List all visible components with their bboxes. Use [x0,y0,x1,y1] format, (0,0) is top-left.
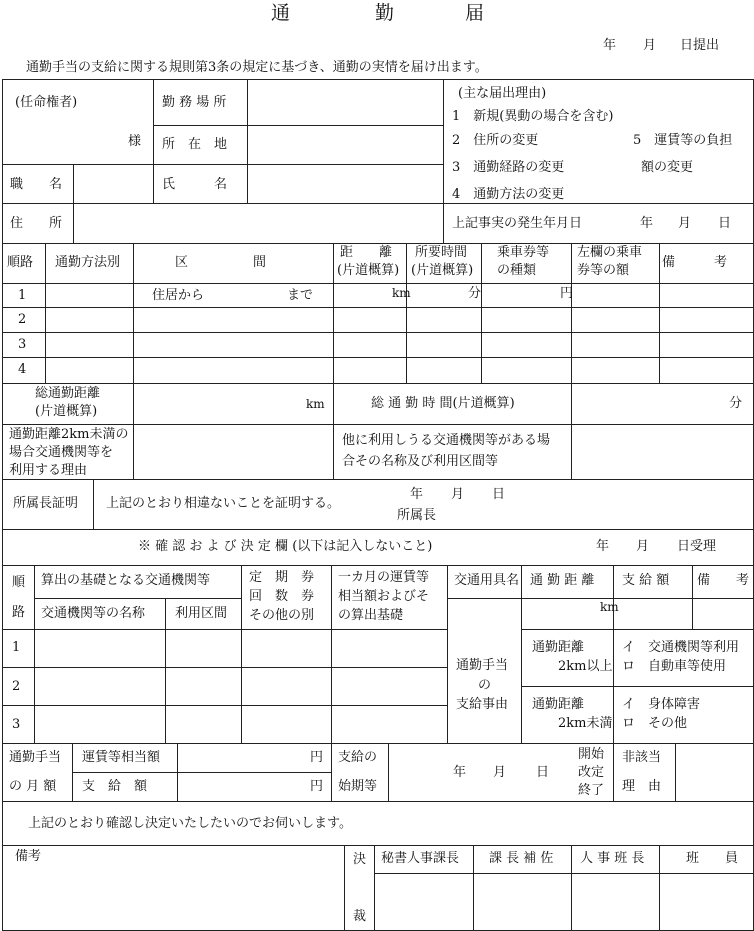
fare-equiv-yen: 円 [310,750,324,765]
commute-km-unit: km [600,600,619,614]
route-row-num-4: 4 [18,362,27,377]
reason-5: 5 運賃等の負担 [633,133,733,148]
occurrence-label: 上記事実の発生年月日 [452,216,583,231]
approver-deputy-chief: 課 長 補 佐 [489,851,554,866]
sama-label: 様 [128,134,142,149]
certification-month: 月 [451,487,465,502]
approver-staff: 班 員 [686,851,739,866]
pass-type-1: 定 期 券 [249,570,315,585]
route-section-header: 区 間 [175,255,267,270]
location-label: 所 在 地 [162,137,228,152]
change-start: 開始 [578,747,605,762]
received-day-label: 日受理 [677,539,717,554]
pay-yen: 円 [310,779,324,794]
occurrence-day: 日 [718,216,732,231]
vehicle-label: 交通用具名 [454,573,520,588]
approver-personnel-chief: 秘書人事課長 [381,851,460,866]
route-row-num-1: 1 [18,288,27,303]
dist-under-label-2: 2km未満 [558,716,613,731]
route-time-header-1: 所要時間 [415,245,468,260]
form-title-3: 届 [465,2,485,24]
reason-2: 2 住所の変更 [452,133,539,148]
nonapplicable-2: 理 由 [622,779,662,794]
pay-label: 支 給 額 [82,779,148,794]
used-section-label: 利用区間 [175,606,228,621]
confirm-order-1: 順 [12,575,26,590]
certification-text: 上記のとおり相違ないことを証明する。 [106,496,341,511]
decision-label-2: 裁 [353,909,367,924]
workplace-label: 勤 務 場 所 [162,95,227,110]
received-year: 年 [596,539,610,554]
route-ticket-header-2: の種類 [497,263,537,278]
agency-name-label: 交通機関等の名称 [41,606,146,621]
job-title-label: 職 名 [10,177,63,192]
pass-type-3: その他の別 [249,608,315,623]
received-month: 月 [636,539,650,554]
dist-under-label-1: 通勤距離 [532,697,585,712]
route-distance-header-1: 距 離 [340,245,393,260]
monthly-fare-1: 一カ月の運賃等 [338,570,430,585]
route-method-header: 通勤方法別 [55,255,121,270]
commute-distance-label: 通 勤 距 離 [530,573,595,588]
occurrence-year: 年 [640,216,654,231]
short-distance-reason-3: 利用する理由 [9,463,88,478]
dist-over-label-1: 通勤距離 [532,640,585,655]
footer-remarks-label: 備考 [15,849,42,864]
confirm-row-num-1: 1 [12,640,21,655]
pay-amount-label: 支 給 額 [622,573,670,588]
pay-reason-2: の [478,678,492,693]
submit-month: 月 [643,38,657,53]
start-day: 日 [536,765,550,780]
appointer-label: (任命権者) [15,95,78,110]
nonapplicable-1: 非該当 [622,750,662,765]
confirm-row-num-3: 3 [12,717,21,732]
start-month: 月 [493,765,507,780]
form-title-1: 通 [271,2,291,24]
route-order-header: 順路 [7,255,34,270]
route-row-num-3: 3 [18,337,27,352]
change-end: 終了 [578,783,605,798]
reason-4: 4 通勤方法の変更 [452,187,565,202]
total-time-label: 総 通 勤 時 間(片道概算) [371,396,515,411]
route-distance-header-2: (片道概算) [337,263,400,278]
total-distance-label-2: (片道概算) [35,404,98,419]
chief-label: 所属長 [397,508,437,523]
certification-day: 日 [492,487,506,502]
route-ticket-header-1: 乗車券等 [497,245,550,260]
reason-3: 3 通勤経路の変更 [452,160,565,175]
total-min-unit: 分 [729,396,743,411]
form-title-2: 勤 [375,2,395,24]
start-year: 年 [453,765,467,780]
pay-reason-1: 通勤手当 [456,658,509,673]
monthly-label-1: 通勤手当 [9,750,62,765]
decision-label-1: 決 [353,852,367,867]
basis-label: 算出の基礎となる交通機関等 [41,573,211,588]
total-km-unit: km [306,397,325,411]
dist-over-label-2: 2km以上 [558,659,613,674]
submit-day: 日提出 [680,38,720,53]
route-remarks-header: 備 考 [662,255,728,270]
confirm-order-2: 路 [12,605,26,620]
other-transport-label-1: 他に利用しうる交通機関等がある場 [342,433,551,448]
other-transport-label-2: 合その名称及び利用区間等 [342,454,499,469]
reason-5-cont: 額の変更 [641,160,694,175]
address-label: 住 所 [10,216,63,231]
pay-reason-3: 支給事由 [456,697,509,712]
occurrence-month: 月 [678,216,692,231]
route-min-unit: 分 [468,286,482,301]
monthly-fare-2: 相当額およびそ [338,589,430,604]
monthly-label-2: の 月 額 [9,779,57,794]
fare-equiv-label: 運賃等相当額 [82,750,161,765]
pass-type-2: 回 数 券 [249,589,315,604]
option-car-use: ロ 自動車等使用 [622,659,727,674]
reasons-title: (主な届出理由) [458,86,547,101]
approver-team-leader: 人 事 班 長 [580,851,645,866]
confirm-row-num-2: 2 [12,679,21,694]
closing-text: 上記のとおり確認し決定いたしたいのでお伺いします。 [28,816,352,831]
route-yen-unit: 円 [560,286,574,301]
short-distance-reason-2: 場合交通機関等を [9,445,114,460]
start-label-1: 支給の [338,750,378,765]
route-from-label: 住居から [152,288,205,303]
route-km-unit: km [392,286,411,300]
name-label: 氏 名 [162,177,228,192]
route-row-num-2: 2 [18,312,27,327]
route-time-header-2: (片道概算) [411,263,474,278]
route-to-label: まで [287,288,314,303]
option-disability: イ 身体障害 [622,697,701,712]
option-other: ロ その他 [622,716,688,731]
monthly-fare-3: の算出基礎 [338,608,404,623]
short-distance-reason-1: 通勤距離2km未満の [9,427,129,442]
route-amount-header-1: 左欄の乗車 [577,245,643,260]
route-amount-header-2: 券等の額 [577,263,630,278]
total-distance-label-1: 総通勤距離 [35,386,101,401]
confirm-remarks-label: 備 考 [697,573,750,588]
confirm-section-title: ※ 確 認 お よ び 決 定 欄 (以下は記入しないこと) [138,539,433,554]
chief-certification-label: 所属長証明 [13,496,79,511]
certification-year: 年 [410,487,424,502]
reason-1: 1 新規(異動の場合を含む) [452,109,614,124]
change-revise: 改定 [578,765,605,780]
start-label-2: 始期等 [338,779,378,794]
option-public-transport: イ 交通機関等利用 [622,640,740,655]
submit-year: 年 [603,38,617,53]
intro-text: 通勤手当の支給に関する規則第3条の規定に基づき、通勤の実情を届け出ます。 [26,60,488,75]
